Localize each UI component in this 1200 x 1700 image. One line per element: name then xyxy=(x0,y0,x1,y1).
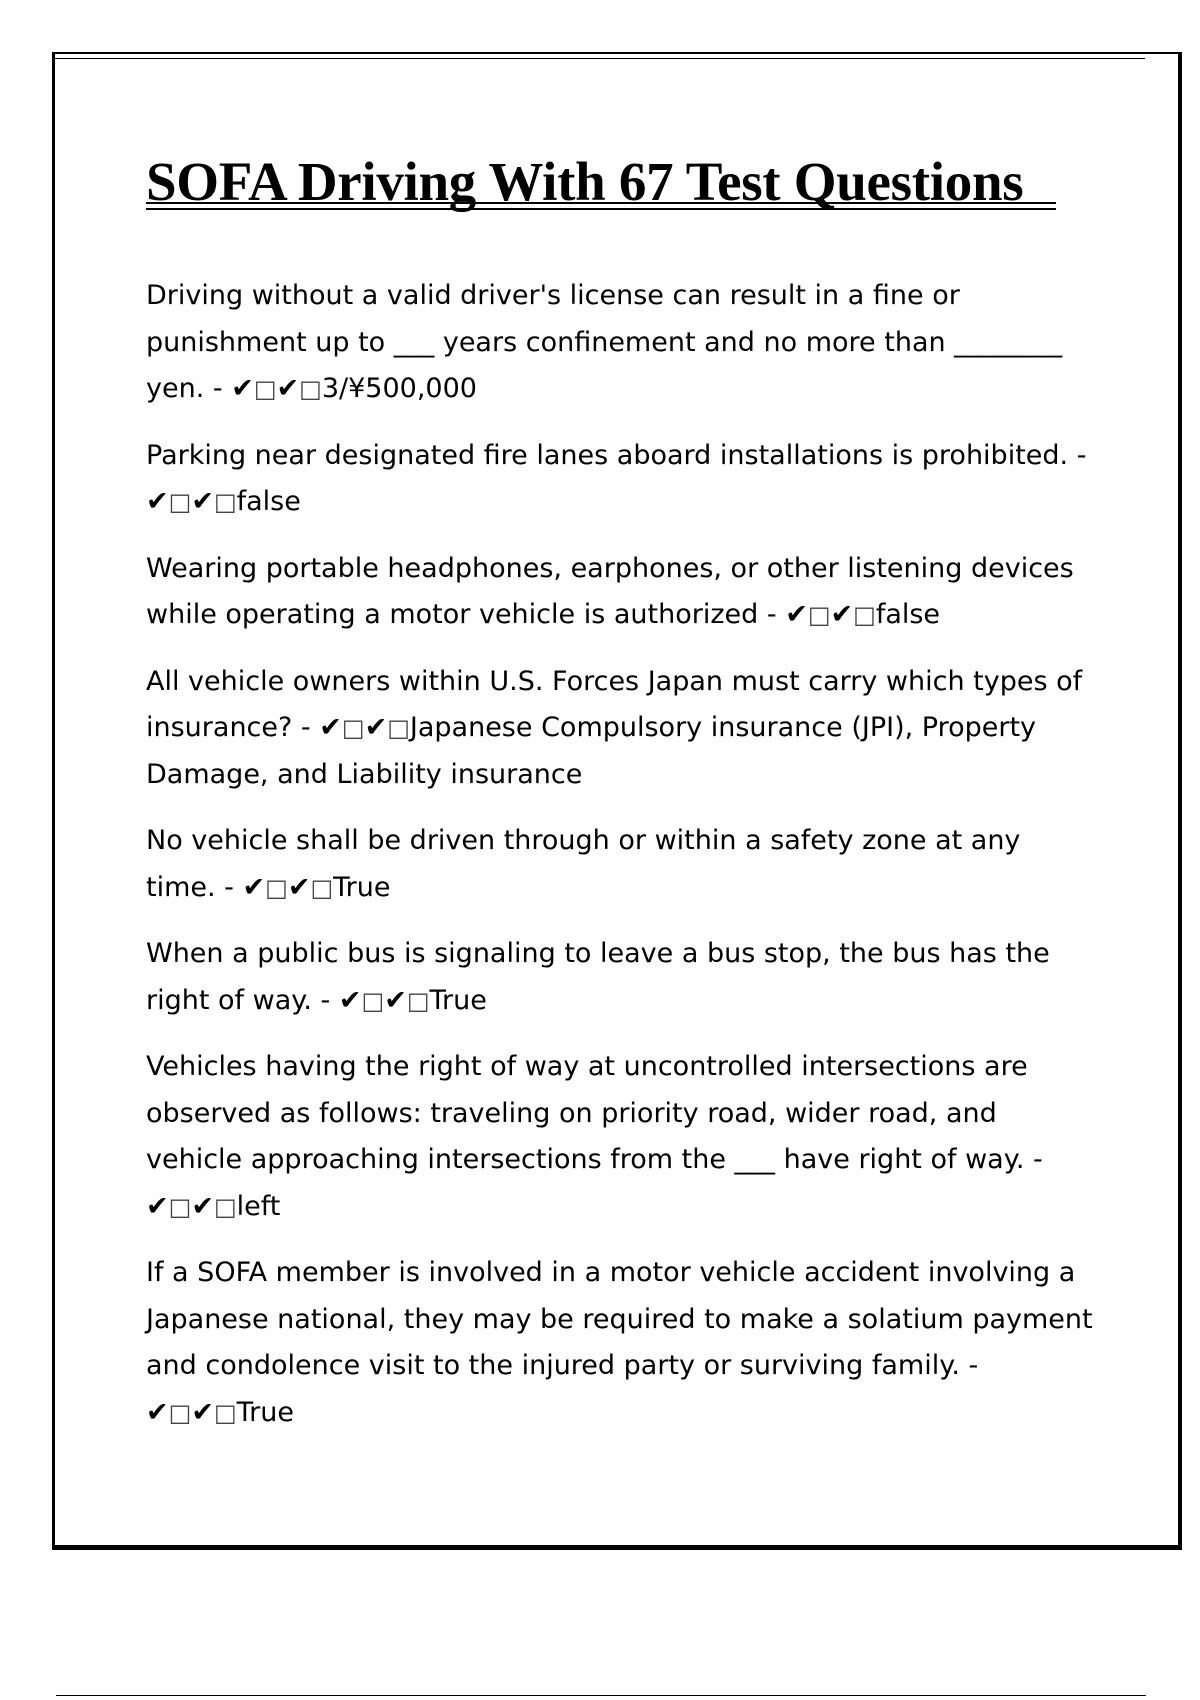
check-icon: ✔ xyxy=(242,871,266,903)
check-icon: ✔ xyxy=(191,486,214,517)
box-icon: □ xyxy=(341,714,365,742)
document-title: SOFA Driving With 67 Test Questions xyxy=(146,151,1024,212)
question-list xyxy=(146,273,1096,1456)
check-icon: ✔ xyxy=(319,712,342,743)
box-icon: □ xyxy=(299,375,322,403)
list-item xyxy=(146,433,1096,526)
check-icon: ✔ xyxy=(830,599,854,630)
frame-top-rule xyxy=(55,58,1145,59)
box-icon: □ xyxy=(168,1192,192,1221)
box-icon: □ xyxy=(387,714,410,742)
box-icon: □ xyxy=(253,375,277,403)
question-text: No vehicle shall be driven through or within a safety zone at any time. - xyxy=(146,825,1021,903)
list-item xyxy=(146,1250,1096,1436)
answer-text: left xyxy=(236,1190,281,1222)
list-item xyxy=(146,273,1096,413)
check-icon: ✔ xyxy=(146,486,169,517)
answer-text: True xyxy=(333,871,391,903)
check-icon: ✔ xyxy=(191,1190,214,1222)
answer-text: True xyxy=(236,1396,294,1428)
list-item xyxy=(146,818,1096,911)
check-icon: ✔ xyxy=(146,1190,169,1222)
check-icon: ✔ xyxy=(146,1396,169,1428)
question-text: Vehicles having the right of way at uncontrolled intersections are observed as follows: traveling on priority road, wider road, and vehicle approaching intersections from the ___ have right of way. - xyxy=(146,1051,1043,1175)
answer-marker xyxy=(146,486,237,517)
answer-text: Japanese Compulsory insurance (JPI), Property Damage, and Liability insurance xyxy=(146,712,1037,790)
box-icon: □ xyxy=(406,986,430,1015)
answer-marker xyxy=(339,985,430,1016)
question-text: When a public bus is signaling to leave a bus stop, the bus has the right of way. - xyxy=(146,938,1050,1016)
list-item xyxy=(146,931,1096,1024)
box-icon: □ xyxy=(213,1192,237,1221)
title-double-underline xyxy=(146,208,1056,210)
question-text: Wearing portable headphones, earphones, or other listening devices while operating a motor vehicle is authorized - xyxy=(146,552,1074,630)
box-icon: □ xyxy=(168,488,192,516)
box-icon: □ xyxy=(310,873,334,902)
answer-marker xyxy=(231,373,322,404)
check-icon: ✔ xyxy=(287,871,311,903)
title-underline xyxy=(146,202,1056,204)
question-text: If a SOFA member is involved in a motor vehicle accident involving a Japanese national, they may be required to make a solatium payment and condolence visit to the injured party or surviving family. - xyxy=(146,1257,1093,1381)
question-text: Parking near designated fire lanes aboard installations is prohibited. - xyxy=(146,439,1087,471)
answer-text: 3/¥500,000 xyxy=(321,373,477,404)
check-icon: ✔ xyxy=(231,373,254,404)
footer-rule xyxy=(56,1695,1146,1696)
question-text: All vehicle owners within U.S. Forces Japan must carry which types of insurance? - xyxy=(146,665,1083,743)
answer-marker xyxy=(243,872,334,903)
box-icon: □ xyxy=(213,1398,237,1427)
check-icon: ✔ xyxy=(276,373,300,404)
check-icon: ✔ xyxy=(785,599,808,630)
answer-marker xyxy=(146,1191,237,1222)
check-icon: ✔ xyxy=(384,984,407,1016)
answer-text: True xyxy=(429,984,487,1016)
answer-marker xyxy=(146,1397,237,1428)
box-icon: □ xyxy=(168,1398,192,1427)
list-item xyxy=(146,659,1096,799)
check-icon: ✔ xyxy=(191,1396,214,1428)
answer-marker xyxy=(785,599,876,630)
list-item xyxy=(146,546,1096,639)
question-text: Driving without a valid driver's license can result in a fine or punishment up to ___ years confinement and no more than ________ yen. - xyxy=(146,280,1063,404)
box-icon: □ xyxy=(213,488,237,516)
box-icon: □ xyxy=(265,873,288,902)
box-icon: □ xyxy=(853,601,876,629)
box-icon: □ xyxy=(361,986,385,1015)
check-icon: ✔ xyxy=(364,712,388,743)
box-icon: □ xyxy=(807,601,831,629)
answer-text: false xyxy=(875,599,941,630)
answer-marker xyxy=(319,712,410,743)
check-icon: ✔ xyxy=(338,984,362,1016)
list-item xyxy=(146,1044,1096,1230)
answer-text: false xyxy=(236,486,301,517)
